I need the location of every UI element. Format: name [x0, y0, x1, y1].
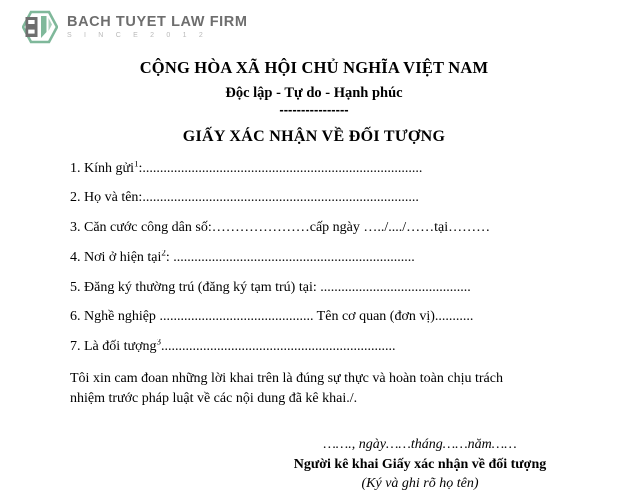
signature-date-line[interactable]: ……., ngày……tháng……năm……	[323, 436, 517, 452]
nation-motto: Độc lập - Tự do - Hạnh phúc	[225, 84, 403, 101]
field-number: 4.	[70, 249, 81, 265]
field-label: Họ và tên:	[84, 190, 143, 206]
field-dotted-line[interactable]: ...............................................................................	[142, 190, 419, 206]
field-number: 2.	[70, 190, 81, 206]
form-field-7	[70, 339, 532, 356]
field-label: Căn cước công dân số:	[84, 220, 212, 236]
field-label: Kính gửi	[84, 160, 134, 176]
page-title: GIẤY XÁC NHẬN VỀ ĐỐI TƯỢNG	[182, 128, 446, 146]
letterhead	[22, 10, 248, 44]
field-dotted-line[interactable]: ................................................................................	[142, 160, 423, 176]
commitment-statement: Tôi xin cam đoan những lời khai trên là đúng sự thực và hoàn toàn chịu trách nhiệm trước pháp luật về các nội dung đã kê khai./.	[70, 371, 503, 407]
nation-title: CỘNG HÒA XÃ HỘI CHỦ NGHĨA VIỆT NAM	[139, 58, 489, 77]
field-label: Đăng ký thường trú (đăng ký tạm trú) tại:	[84, 279, 317, 295]
field-dotted-line[interactable]: ...................................................................	[161, 339, 396, 355]
field-label: Nghề nghiệp	[84, 309, 156, 325]
document-heading	[0, 58, 628, 147]
signature-block	[294, 436, 546, 493]
field-colon: :	[165, 249, 170, 265]
form-field-5	[70, 280, 532, 297]
heading-separator: ----------------	[279, 102, 349, 118]
signature-section	[0, 436, 628, 493]
field-number: 5.	[70, 279, 81, 295]
hexagon-b-logo-icon	[22, 10, 58, 44]
field-number: 3.	[70, 220, 81, 236]
field-label: Nơi ở hiện tại	[84, 249, 162, 265]
field-dotted-line[interactable]: ...........................................	[316, 279, 471, 295]
field-number: 7.	[70, 339, 81, 355]
letterhead-text	[67, 15, 248, 40]
firm-name: BACH TUYET LAW FIRM	[67, 13, 248, 30]
form-field-2	[70, 190, 532, 207]
field-dotted-line[interactable]: ............................................ Tên cơ quan (đơn vị)...........	[155, 309, 474, 325]
field-colon: :	[138, 160, 143, 176]
field-footnote-ref: 3	[156, 339, 162, 347]
form-fields	[0, 161, 628, 357]
field-number: 6.	[70, 309, 81, 325]
signature-role: Người kê khai Giấy xác nhận về đối tượng	[293, 456, 547, 472]
form-field-4	[70, 250, 532, 267]
firm-since: S I N C E 2 0 1 2	[67, 32, 208, 40]
field-label: Là đối tượng	[84, 339, 157, 355]
form-field-3	[70, 220, 532, 237]
field-footnote-ref: 2	[161, 249, 166, 258]
document-body	[0, 58, 628, 493]
field-dotted-line[interactable]: …………………cấp ngày …../..../……tại………	[211, 220, 491, 236]
field-number: 1.	[70, 160, 81, 176]
form-field-6	[70, 309, 532, 326]
form-field-1	[70, 161, 532, 178]
signature-note: (Ký và ghi rõ họ tên)	[361, 476, 479, 492]
field-footnote-ref: 1	[133, 160, 139, 168]
field-dotted-line[interactable]: .....................................................................	[169, 249, 415, 265]
